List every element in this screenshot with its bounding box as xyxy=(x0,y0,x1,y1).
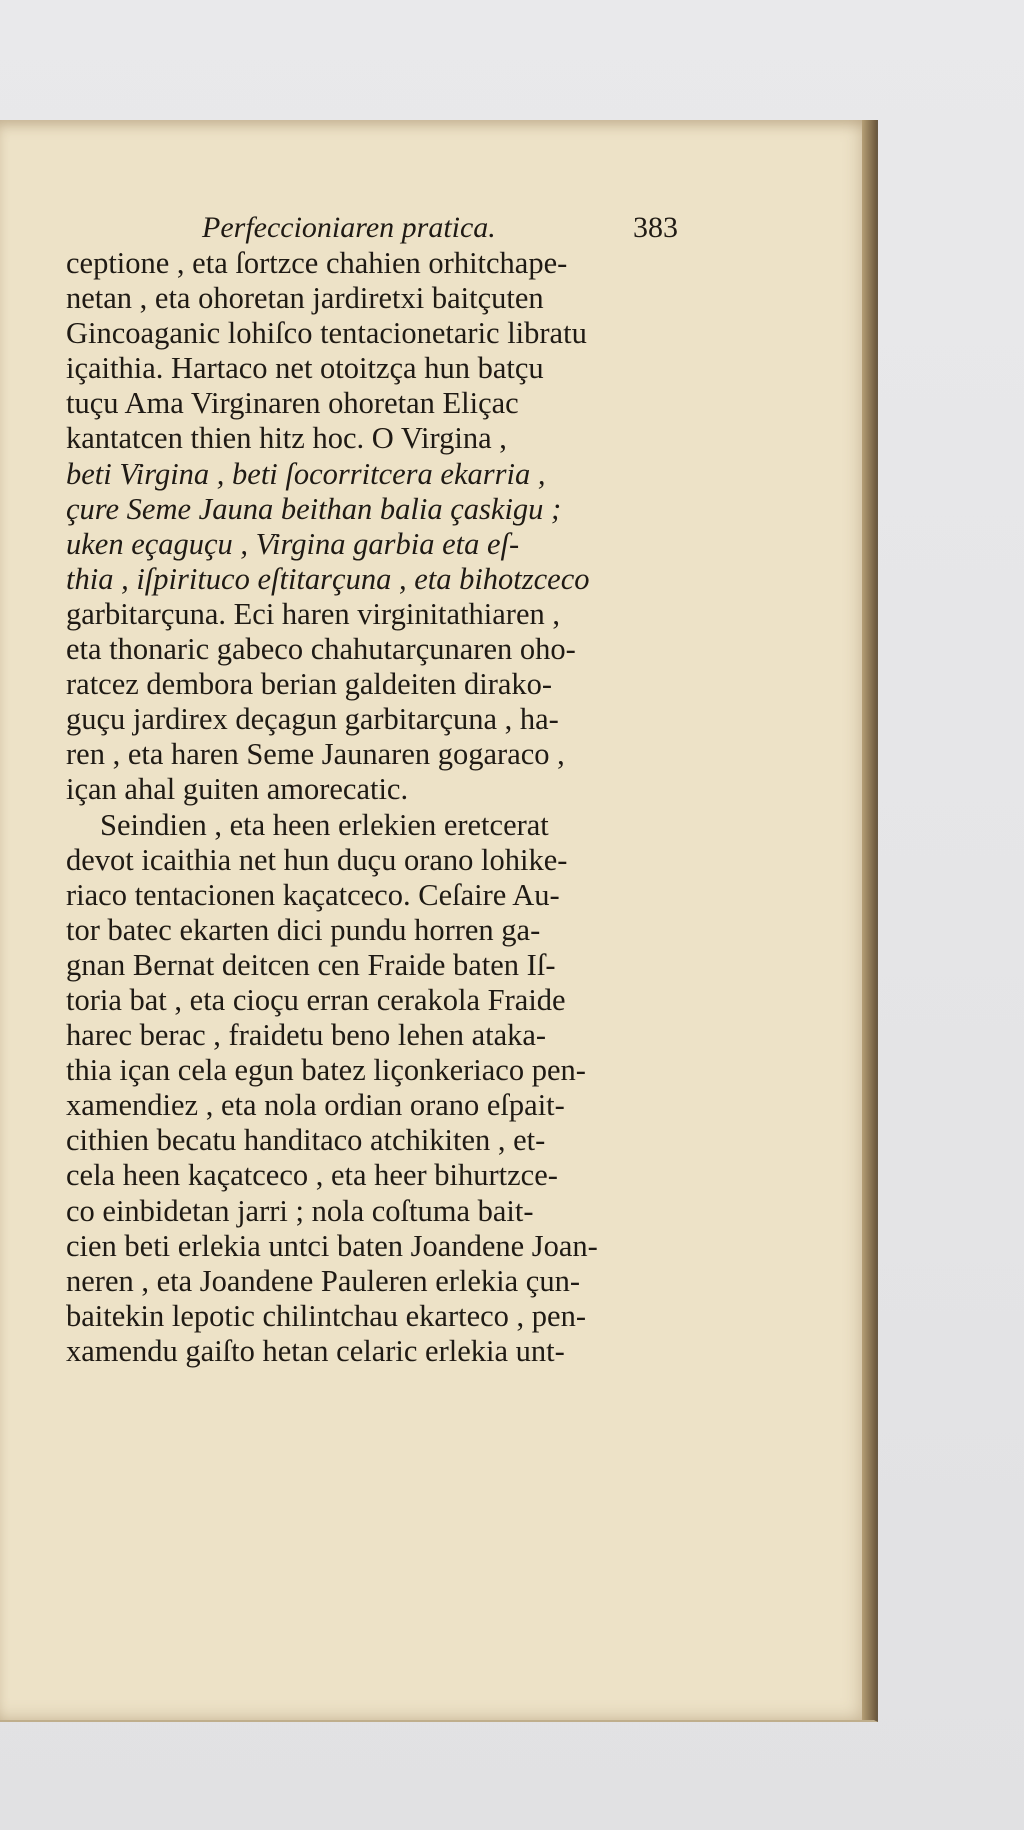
text-line: gnan Bernat deitcen cen Fraide baten Iſ- xyxy=(66,947,556,982)
text-line: tor batec ekarten dici pundu horren ga- xyxy=(66,912,541,947)
text-line: devot icaithia net hun duçu orano lohike- xyxy=(66,842,568,877)
text-line: eta thonaric gabeco chahutarçunaren oho- xyxy=(66,632,576,667)
text-line: Seindien , eta heen erlekien eretcerat xyxy=(100,807,549,842)
text-line: cien beti erlekia untci baten Joandene Joan- xyxy=(66,1228,598,1263)
text-line: ren , eta haren Seme Jaunaren gogaraco , xyxy=(66,737,565,772)
text-line: guçu jardirex deçagun garbitarçuna , ha- xyxy=(66,702,559,737)
text-line: kantatcen thien hitz hoc. O Virgina , xyxy=(66,421,507,456)
text-line: thia , iſpirituco eſtitarçuna , eta bihotzceco xyxy=(66,561,590,596)
text-line: toria bat , eta cioçu erran cerakola Fraide xyxy=(66,982,566,1017)
text-line: çure Seme Jauna beithan balia çaskigu ; xyxy=(66,491,562,526)
text-line: içan ahal guiten amorecatic. xyxy=(66,772,409,807)
text-line: beti Virgina , beti ſocorritcera ekarria , xyxy=(66,456,546,491)
text-line: co einbidetan jarri ; nola coſtuma bait- xyxy=(66,1193,534,1228)
text-line: garbitarçuna. Eci haren virginitathiaren , xyxy=(66,596,561,631)
text-line: baitekin lepotic chilintchau ekarteco , pen- xyxy=(66,1298,586,1333)
text-line: riaco tentacionen kaçatceco. Ceſaire Au- xyxy=(66,877,560,912)
text-line: cela heen kaçatceco , eta heer bihurtzce- xyxy=(66,1158,558,1193)
page-edge xyxy=(862,120,876,1720)
text-line: ratcez dembora berian galdeiten dirako- xyxy=(66,667,553,702)
text-line: cithien becatu handitaco atchikiten , et- xyxy=(66,1123,546,1158)
text-line: neren , eta Joandene Pauleren erlekia çun- xyxy=(66,1263,581,1298)
text-line: xamendu gaiſto hetan celaric erlekia unt- xyxy=(66,1333,565,1368)
text-line: harec berac , fraidetu beno lehen ataka- xyxy=(66,1018,547,1053)
text-line: xamendiez , eta nola ordian orano eſpait- xyxy=(66,1088,565,1123)
page-number: 383 xyxy=(633,211,678,244)
text-line: içaithia. Hartaco net otoitzça hun batçu xyxy=(66,351,544,386)
page-text xyxy=(66,210,716,1369)
text-line: uken eçaguçu , Virgina garbia eta eſ- xyxy=(66,526,520,561)
text-line: tuçu Ama Virginaren ohoretan Eliçac xyxy=(66,386,519,421)
text-line: thia içan cela egun batez liçonkeriaco pen- xyxy=(66,1053,586,1088)
text-line: ceptione , eta ſortzce chahien orhitchape- xyxy=(66,246,568,280)
text-line: netan , eta ohoretan jardiretxi baitçuten xyxy=(66,281,544,316)
running-title: Perfeccioniaren pratica. xyxy=(202,211,496,244)
text-line: Gincoaganic lohiſco tentacionetaric libratu xyxy=(66,316,587,351)
page-header xyxy=(66,210,686,245)
